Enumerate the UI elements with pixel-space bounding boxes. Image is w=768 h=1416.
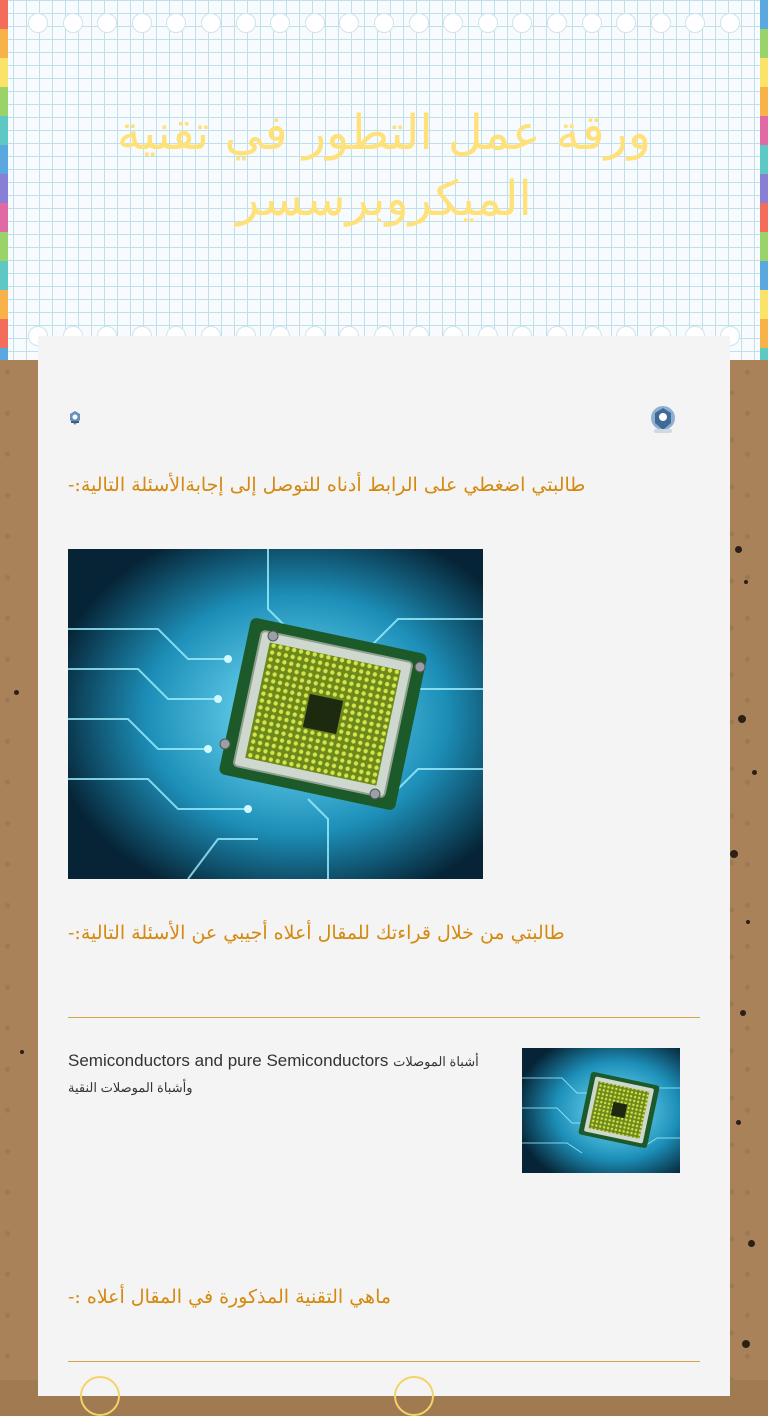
divider xyxy=(68,1017,700,1018)
graph-paper-header xyxy=(0,0,768,360)
answer-arabic: أشباة الموصلات وأشباة الموصلات النقية xyxy=(68,1054,479,1095)
instruction-click-link: طالبتي اضغطي على الرابط أدناه للتوصل إلى إجابةالأسئلة التالية:- xyxy=(68,474,586,496)
rainbow-stripe-left xyxy=(0,0,8,360)
microprocessor-chip-thumbnail[interactable] xyxy=(522,1048,680,1173)
answer-english: Semiconductors and pure Semiconductors xyxy=(68,1051,389,1070)
answer-text xyxy=(68,1048,498,1100)
binder-holes-top xyxy=(28,13,740,33)
question-technology: ماهي التقنية المذكورة في المقال أعلاه :- xyxy=(68,1286,392,1308)
university-emblem-icon xyxy=(648,404,678,436)
microprocessor-chip-image[interactable] xyxy=(68,549,483,879)
instruction-answer-questions: طالبتي من خلال قراءتك للمقال أعلاه أجيبي عن الأسئلة التالية:- xyxy=(68,922,565,944)
worksheet-card xyxy=(38,336,730,1396)
decorative-circle xyxy=(394,1376,434,1416)
divider xyxy=(68,1361,700,1362)
university-emblem-icon xyxy=(68,410,82,426)
rainbow-stripe-right xyxy=(760,0,768,360)
decorative-circle xyxy=(80,1376,120,1416)
page-title: ورقة عمل التطور في تقنية الميكروبرسسر xyxy=(117,105,651,227)
